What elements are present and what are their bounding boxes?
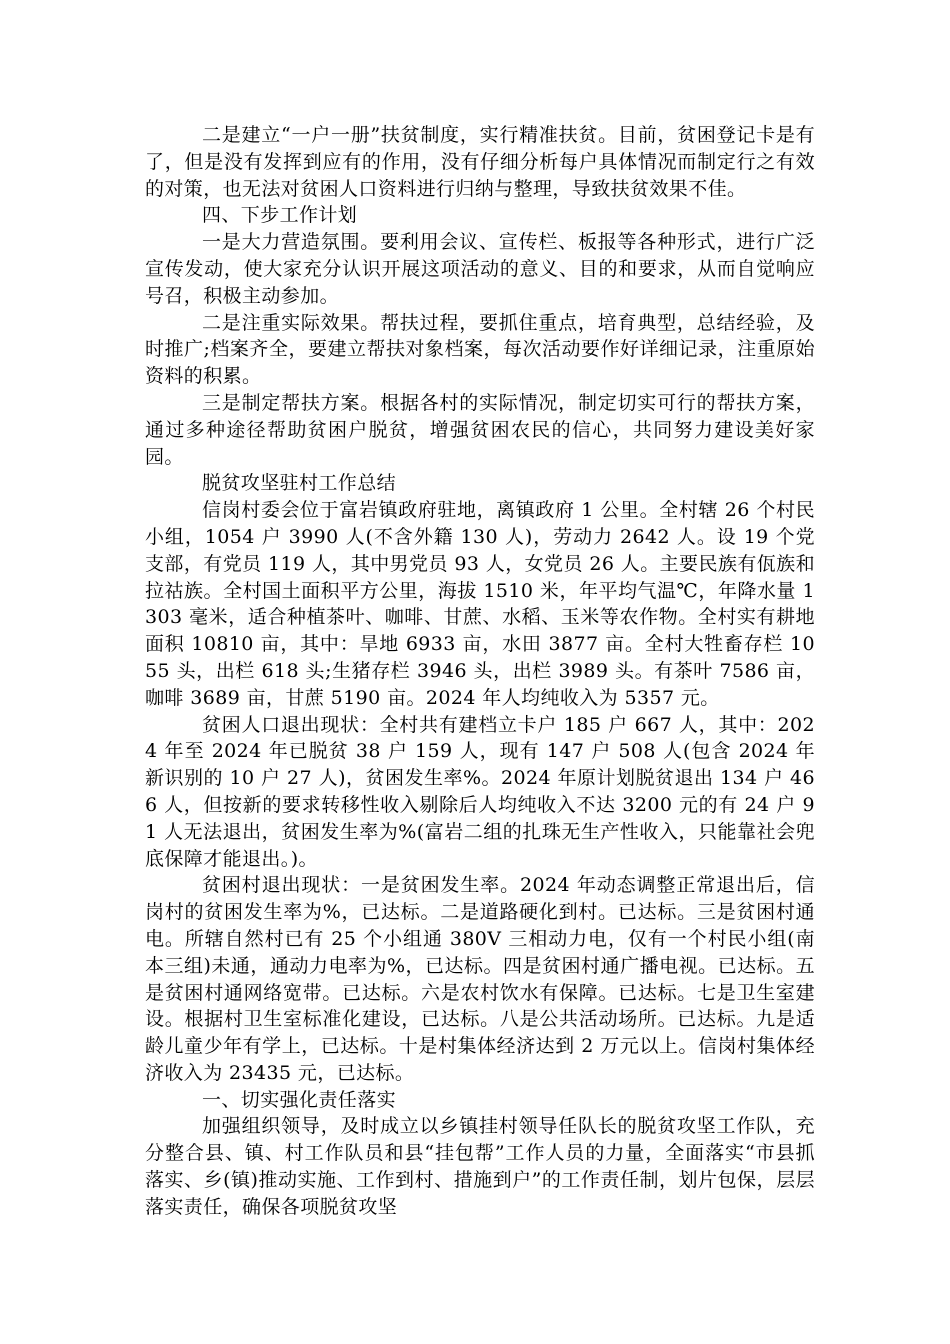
- paragraph-assistance-plan: 三是制定帮扶方案。根据各村的实际情况，制定切实可行的帮扶方案，通过多种途径帮助贫困户脱贫，增强贫困农民的信心，共同努力建设美好家园。: [145, 391, 815, 468]
- paragraph-practical-effect: 二是注重实际效果。帮扶过程，要抓住重点，培育典型，总结经验，及时推广;档案齐全，要建立帮扶对象档案，每次活动要作好详细记录，注重原始资料的积累。: [145, 311, 815, 388]
- heading-village-work-summary: 脱贫攻坚驻村工作总结: [202, 472, 397, 495]
- heading-strengthen-responsibility: 一、切实强化责任落实: [202, 1088, 397, 1111]
- heading-next-step-plan: 四、下步工作计划: [202, 204, 358, 227]
- paragraph-poverty-exit-status: 贫困人口退出现状：全村共有建档立卡户 185 户 667 人，其中：2024 年至 2024 年已脱贫 38 户 159 人，现有 147 户 508 人(包含 2024 年新识别的 10 户 27 人)，贫困发生率%。2024 年原计划脱贫退出 134 户 466 人，但按新的要求转移性收入剔除后人均纯收入不达 3200 元的有 24 户 91 人无法退出，贫困发生率为%(富岩二组的扎珠无生产性收入，只能靠社会兜底保障才能退出。)。: [145, 713, 815, 870]
- paragraph-one-household-one-book: 二是建立“一户一册”扶贫制度，实行精准扶贫。目前，贫困登记卡是有了，但是没有发挥到应有的作用，没有仔细分析每户具体情况而制定行之有效的对策，也无法对贫困人口资料进行归纳与整理，导致扶贫效果不佳。: [145, 124, 815, 200]
- paragraph-organization-leadership: 加强组织领导，及时成立以乡镇挂村领导任队长的脱贫攻坚工作队，充分整合县、镇、村工作队员和县“挂包帮”工作人员的力量，全面落实“市县抓落实、乡(镇)推动实施、工作到村、措施到户”的工作责任制，划片包保，层层落实责任，确保各项脱贫攻坚: [145, 1115, 815, 1218]
- paragraph-village-overview: 信岗村委会位于富岩镇政府驻地，离镇政府 1 公里。全村辖 26 个村民小组，1054 户 3990 人(不含外籍 130 人)，劳动力 2642 人。设 19 个党支部，有党员 119 人，其中男党员 93 人，女党员 26 人。主要民族有佤族和拉祜族。全村国土面积平方公里，海拔 1510 米，年平均气温℃，年降水量 1303 毫米，适合种植茶叶、咖啡、甘蔗、水稻、玉米等农作物。全村实有耕地面积 10810 亩，其中：旱地 6933 亩，水田 3877 亩。全村大牲畜存栏 1055 头，出栏 618 头;生猪存栏 3946 头，出栏 3989 头。有茶叶 7586 亩，咖啡 3689 亩，甘蔗 5190 亩。2024 年人均纯收入为 5357 元。: [145, 499, 815, 709]
- paragraph-create-atmosphere: 一是大力营造氛围。要利用会议、宣传栏、板报等各种形式，进行广泛宣传发动，使大家充分认识开展这项活动的意义、目的和要求，从而自觉响应号召，积极主动参加。: [145, 231, 815, 307]
- paragraph-village-exit-status: 贫困村退出现状：一是贫困发生率。2024 年动态调整正常退出后，信岗村的贫困发生率为%，已达标。二是道路硬化到村。已达标。三是贫困村通电。所辖自然村已有 25 个小组通 380V 三相动力电，仅有一个村民小组(南本三组)未通，通动力电率为%，已达标。四是贫困村通广播电视。已达标。五是贫困村通网络宽带。已达标。六是农村饮水有保障。已达标。七是卫生室建设。根据村卫生室标准化建设，已达标。八是公共活动场所。已达标。九是适龄儿童少年有学上，已达标。十是村集体经济达到 2 万元以上。信岗村集体经济收入为 23435 元，已达标。: [145, 874, 815, 1084]
